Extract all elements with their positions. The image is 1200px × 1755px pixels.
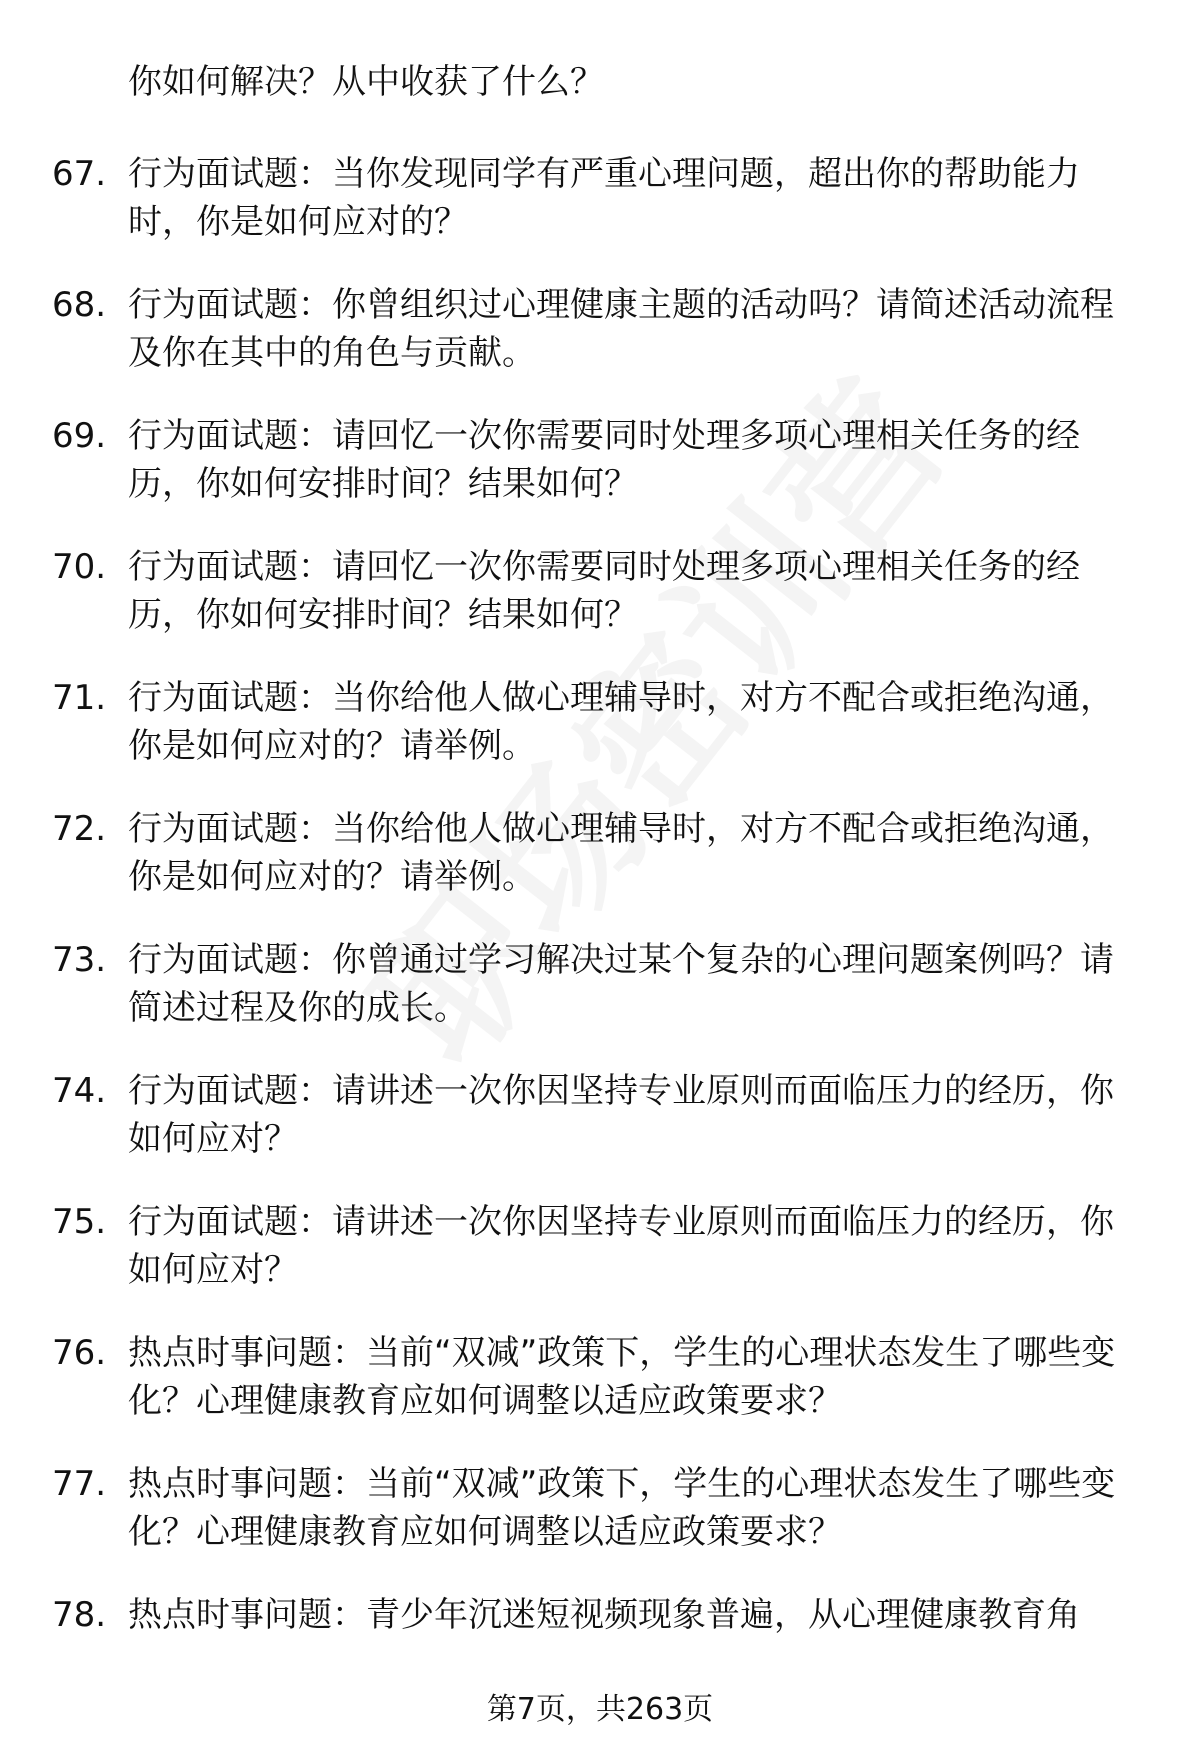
- question-item: [0, 412, 1200, 543]
- question-item: [0, 281, 1200, 412]
- question-number: 68.: [52, 285, 107, 325]
- question-text: 行为面试题：请回忆一次你需要同时处理多项心理相关任务的经历，你如何安排时间？结果如何？: [128, 416, 1080, 504]
- question-item: [0, 1329, 1200, 1460]
- question-text: 热点时事问题：当前“双减”政策下，学生的心理状态发生了哪些变化？心理健康教育应如何调整以适应政策要求？: [128, 1333, 1116, 1421]
- question-number: 70.: [52, 547, 107, 587]
- question-item: [0, 1460, 1200, 1591]
- question-item: [0, 936, 1200, 1067]
- question-number: 67.: [52, 154, 107, 194]
- question-text: 行为面试题：你曾通过学习解决过某个复杂的心理问题案例吗？请简述过程及你的成长。: [128, 940, 1114, 1028]
- question-list: [0, 150, 1200, 1722]
- question-text: 行为面试题：请讲述一次你因坚持专业原则而面临压力的经历，你如何应对？: [128, 1071, 1114, 1159]
- question-number: 69.: [52, 416, 107, 456]
- question-text: 行为面试题：当你给他人做心理辅导时，对方不配合或拒绝沟通，你是如何应对的？请举例。: [128, 809, 1114, 897]
- question-text: 热点时事问题：当前“双减”政策下，学生的心理状态发生了哪些变化？心理健康教育应如何调整以适应政策要求？: [128, 1464, 1116, 1552]
- question-number: 72.: [52, 809, 107, 849]
- question-item: [0, 805, 1200, 936]
- question-text: 行为面试题：当你发现同学有严重心理问题，超出你的帮助能力时，你是如何应对的？: [128, 154, 1080, 242]
- question-text: 热点时事问题：青少年沉迷短视频现象普遍，从心理健康教育角: [128, 1595, 1080, 1635]
- page-footer: 第7页，共263页: [486, 1692, 714, 1727]
- question-number: 74.: [52, 1071, 107, 1111]
- question-number: 71.: [52, 678, 107, 718]
- question-item: [0, 1198, 1200, 1329]
- question-number: 78.: [52, 1595, 107, 1635]
- question-item: [0, 674, 1200, 805]
- question-text: 行为面试题：请讲述一次你因坚持专业原则而面临压力的经历，你如何应对？: [128, 1202, 1114, 1290]
- question-item: [0, 543, 1200, 674]
- question-item: [0, 1067, 1200, 1198]
- question-text: 行为面试题：请回忆一次你需要同时处理多项心理相关任务的经历，你如何安排时间？结果如何？: [128, 547, 1080, 635]
- question-number: 75.: [52, 1202, 107, 1242]
- question-number: 76.: [52, 1333, 107, 1373]
- question-number: 73.: [52, 940, 107, 980]
- continuation-text: 你如何解决？从中收获了什么？: [128, 62, 604, 102]
- question-item: [0, 150, 1200, 281]
- question-text: 行为面试题：当你给他人做心理辅导时，对方不配合或拒绝沟通，你是如何应对的？请举例。: [128, 678, 1114, 766]
- question-text: 行为面试题：你曾组织过心理健康主题的活动吗？请简述活动流程及你在其中的角色与贡献。: [128, 285, 1114, 373]
- question-number: 77.: [52, 1464, 107, 1504]
